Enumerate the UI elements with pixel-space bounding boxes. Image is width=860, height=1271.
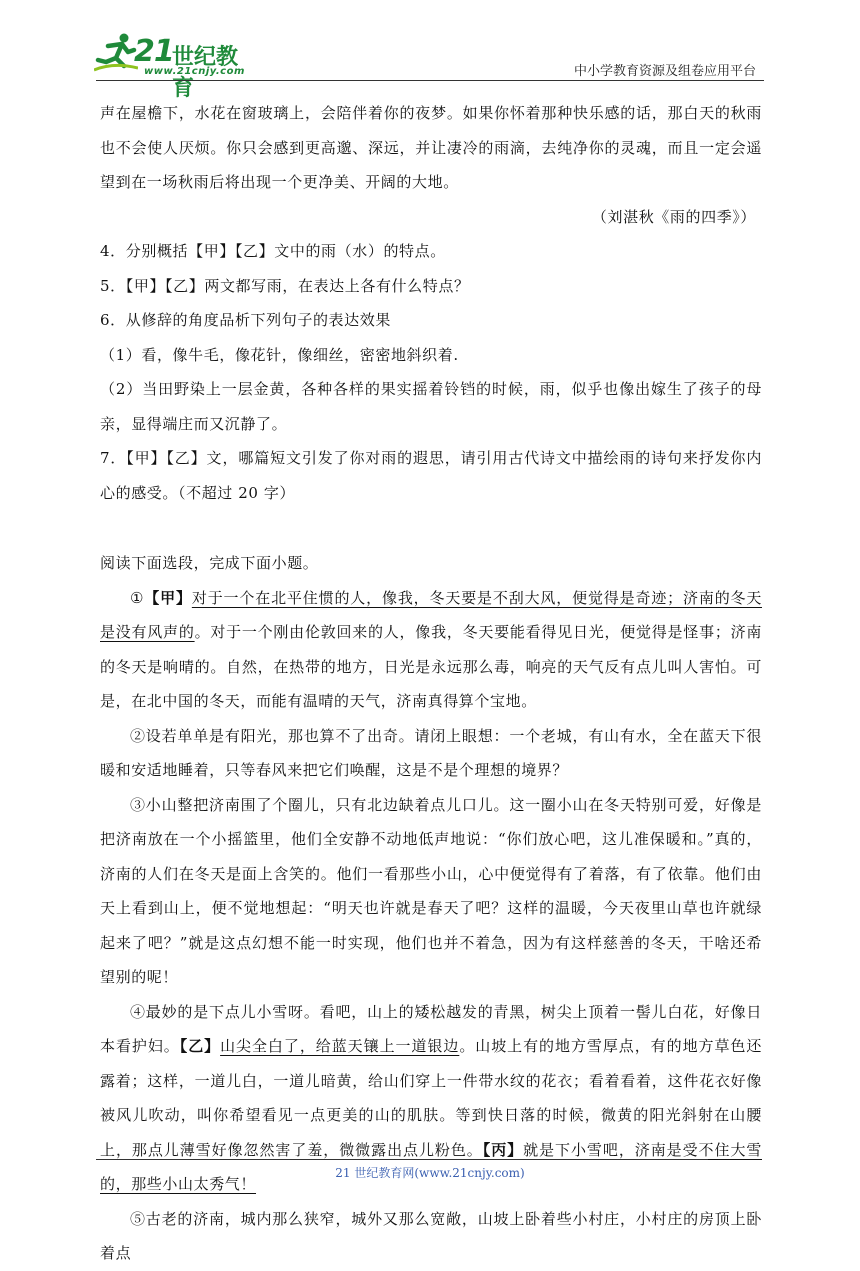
- platform-title: 中小学教育资源及组卷应用平台: [573, 64, 756, 79]
- reading-paragraph-3: ③小山整把济南围了个圈儿，只有北边缺着点儿口儿。这一圈小山在冬天特别可爱，好像是把济南放在一个小摇篮里，他们全安静不动地低声地说：“你们放心吧，这儿准保暖和。”真的，济南的人们在冬天是面上含笑的。他们一看那些小山，心中便觉得有了着落，有了依靠。他们由天上看到山上，便不觉地想起：“明天也许就是春天了吧？这样的温暖，今天夜里山草也许就绿起来了吧？”就是这点幻想不能一时实现，他们也并不着急，因为有这样慈善的冬天，干啥还希望别的呢！: [100, 795, 762, 986]
- runner-logo-icon: [94, 32, 138, 74]
- paragraph-4-mid: 。山坡上有的地方雪厚点，有的地方草色还露着；这样，一道儿白，一道儿暗黄，给山们穿上一件带水纹的花衣；看着看着，这件花衣好像被风儿吹动，叫你希望看见一点更美的山的肌肤。等到快日落的时候，微黄的阳光斜射在山腰上，那点儿薄雪好像忽然害了羞，微微露出点儿粉色。: [100, 1037, 762, 1159]
- footer-divider: [96, 1159, 708, 1160]
- logo-text-cn: 世纪教育: [172, 45, 239, 101]
- passage-source: （刘湛秋《雨的四季》）: [591, 207, 756, 226]
- logo-text-21: 21: [134, 34, 174, 69]
- marker-bing: 【丙】: [482, 1140, 524, 1159]
- paragraph-1-rest: 。对于一个刚由伦敦回来的人，像我，冬天要能看得见日光，便觉得是怪事；济南的冬天是响晴的。自然，在热带的地方，日光是永远那么毒，响亮的天气反有点儿叫人害怕。可是，在北中国的冬天，而能有温晴的天气，济南真得算个宝地。: [100, 623, 762, 710]
- document-body: [100, 96, 762, 1271]
- footer-text: 21 世纪教育网(www.21cnjy.com): [335, 1166, 525, 1180]
- underlined-jia: 对于一个在北平住惯的人，像我，冬天要是不刮大风，便觉得是奇迹；济南的冬天是没有风声的: [100, 588, 762, 641]
- marker-jia: 【甲】: [144, 588, 192, 607]
- logo: [94, 30, 259, 101]
- header-divider: [96, 80, 764, 81]
- marker-yi: 【乙】: [179, 1037, 221, 1055]
- page-header: [0, 0, 860, 101]
- question-6: 6．从修辞的角度品析下列句子的表达效果: [100, 311, 391, 329]
- question-4: 4．分别概括【甲】【乙】文中的雨（水）的特点。: [100, 242, 446, 260]
- question-5: 5．【甲】【乙】两文都写雨，在表达上各有什么特点？: [100, 276, 470, 295]
- underlined-yi: 山尖全白了，给蓝天镶上一道银边: [220, 1037, 460, 1055]
- underlined-bing: 就是下小雪吧，济南是受不住大雪的，那些小山太秀气！: [100, 1140, 762, 1193]
- passage-b-tail: 声在屋檐下，水花在窗玻璃上，会陪伴着你的夜梦。如果你怀着那种快乐感的话，那白天的秋雨也不会使人厌烦。你只会感到更高邈、深远，并让凄冷的雨滴，去纯净你的灵魂，而且一定会遥望到在一场秋雨后将出现一个更净美、开阔的大地。: [100, 104, 762, 191]
- logo-url: www.21cnjy.com: [144, 66, 245, 77]
- question-7: 7．【甲】【乙】文，哪篇短文引发了你对雨的遐思，请引用古代诗文中描绘雨的诗句来抒发你内心的感受。（不超过 20 字）: [100, 449, 762, 502]
- reading-paragraph-1: [100, 581, 762, 719]
- question-6-2: （2）当田野染上一层金黄，各种各样的果实摇着铃铛的时候，雨，似乎也像出嫁生了孩子的母亲，显得端庄而又沉静了。: [100, 380, 762, 433]
- question-6-1: （1）看，像牛毛，像花针，像细丝，密密地斜织着.: [100, 345, 459, 364]
- paragraph-4-lead: ④最妙的是下点儿小雪呀。看吧，山上的矮松越发的青黑，树尖上顶着一髻儿白花，好像日本看护妇。: [100, 1002, 762, 1055]
- section-gap: [100, 510, 762, 546]
- paragraph-number: ①: [130, 588, 145, 607]
- reading-paragraph-5: ⑤古老的济南，城内那么狭窄，城外又那么宽敞，山坡上卧着些小村庄，小村庄的房顶上卧着点: [100, 1209, 762, 1262]
- reading-intro: 阅读下面选段，完成下面小题。: [100, 554, 319, 572]
- reading-paragraph-2: ②设若单单是有阳光，那也算不了出奇。请闭上眼想：一个老城，有山有水，全在蓝天下很暖和安适地睡着，只等春风来把它们唤醒，这是不是个理想的境界？: [100, 726, 762, 779]
